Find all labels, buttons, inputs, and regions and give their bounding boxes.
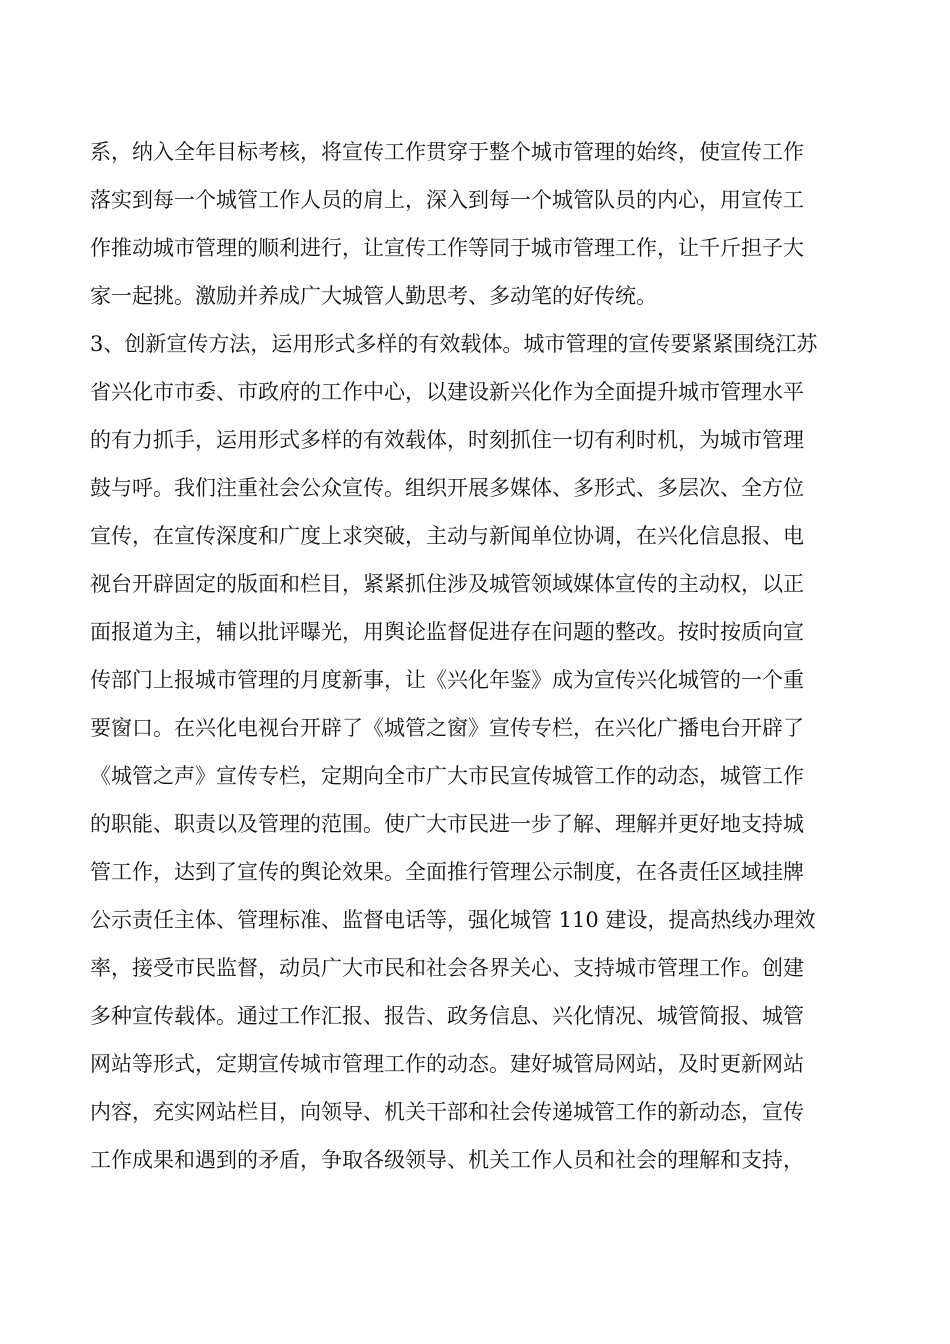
- text-line: 公示责任主体、管理标准、监督电话等，强化城管 110 建设，提高热线办理效: [90, 908, 816, 932]
- text-line: 省兴化市市委、市政府的工作中心，以建设新兴化作为全面提升城市管理水平: [90, 380, 804, 404]
- text-line: 工作成果和遇到的矛盾，争取各级领导、机关工作人员和社会的理解和支持，: [90, 1148, 804, 1172]
- text-line: 宣传，在宣传深度和广度上求突破，主动与新闻单位协调，在兴化信息报、电: [90, 524, 804, 548]
- text-line: 多种宣传载体。通过工作汇报、报告、政务信息、兴化情况、城管简报、城管: [90, 1004, 804, 1028]
- text-line: 鼓与呼。我们注重社会公众宣传。组织开展多媒体、多形式、多层次、全方位: [90, 476, 804, 500]
- text-line: 家一起挑。激励并养成广大城管人勤思考、多动笔的好传统。: [90, 284, 657, 308]
- text-line: 率，接受市民监督，动员广大市民和社会各界关心、支持城市管理工作。创建: [90, 956, 804, 980]
- text-line: 要窗口。在兴化电视台开辟了《城管之窗》宣传专栏，在兴化广播电台开辟了: [90, 716, 804, 740]
- text-line: 作推动城市管理的顺利进行，让宣传工作等同于城市管理工作，让千斤担子大: [90, 236, 804, 260]
- text-line: 网站等形式，定期宣传城市管理工作的动态。建好城管局网站，及时更新网站: [90, 1052, 804, 1076]
- text-line: 的有力抓手，运用形式多样的有效载体，时刻抓住一切有利时机，为城市管理: [90, 428, 804, 452]
- document-body: [90, 128, 860, 1184]
- text-line: 的职能、职责以及管理的范围。使广大市民进一步了解、理解并更好地支持城: [90, 812, 804, 836]
- text-line: 落实到每一个城管工作人员的肩上，深入到每一个城管队员的内心，用宣传工: [90, 188, 804, 212]
- text-line: 《城管之声》宣传专栏，定期向全市广大市民宣传城管工作的动态，城管工作: [90, 764, 804, 788]
- text-line: 3、创新宣传方法，运用形式多样的有效载体。城市管理的宣传要紧紧围绕江苏: [90, 332, 818, 356]
- text-line: 视台开辟固定的版面和栏目，紧紧抓住涉及城管领域媒体宣传的主动权，以正: [90, 572, 804, 596]
- text-line: 传部门上报城市管理的月度新事，让《兴化年鉴》成为宣传兴化城管的一个重: [90, 668, 804, 692]
- text-line: 系，纳入全年目标考核，将宣传工作贯穿于整个城市管理的始终，使宣传工作: [90, 140, 804, 164]
- text-line: 内容，充实网站栏目，向领导、机关干部和社会传递城管工作的新动态，宣传: [90, 1100, 804, 1124]
- text-line: 面报道为主，辅以批评曝光，用舆论监督促进存在问题的整改。按时按质向宣: [90, 620, 804, 644]
- text-line: 管工作，达到了宣传的舆论效果。全面推行管理公示制度，在各责任区域挂牌: [90, 860, 804, 884]
